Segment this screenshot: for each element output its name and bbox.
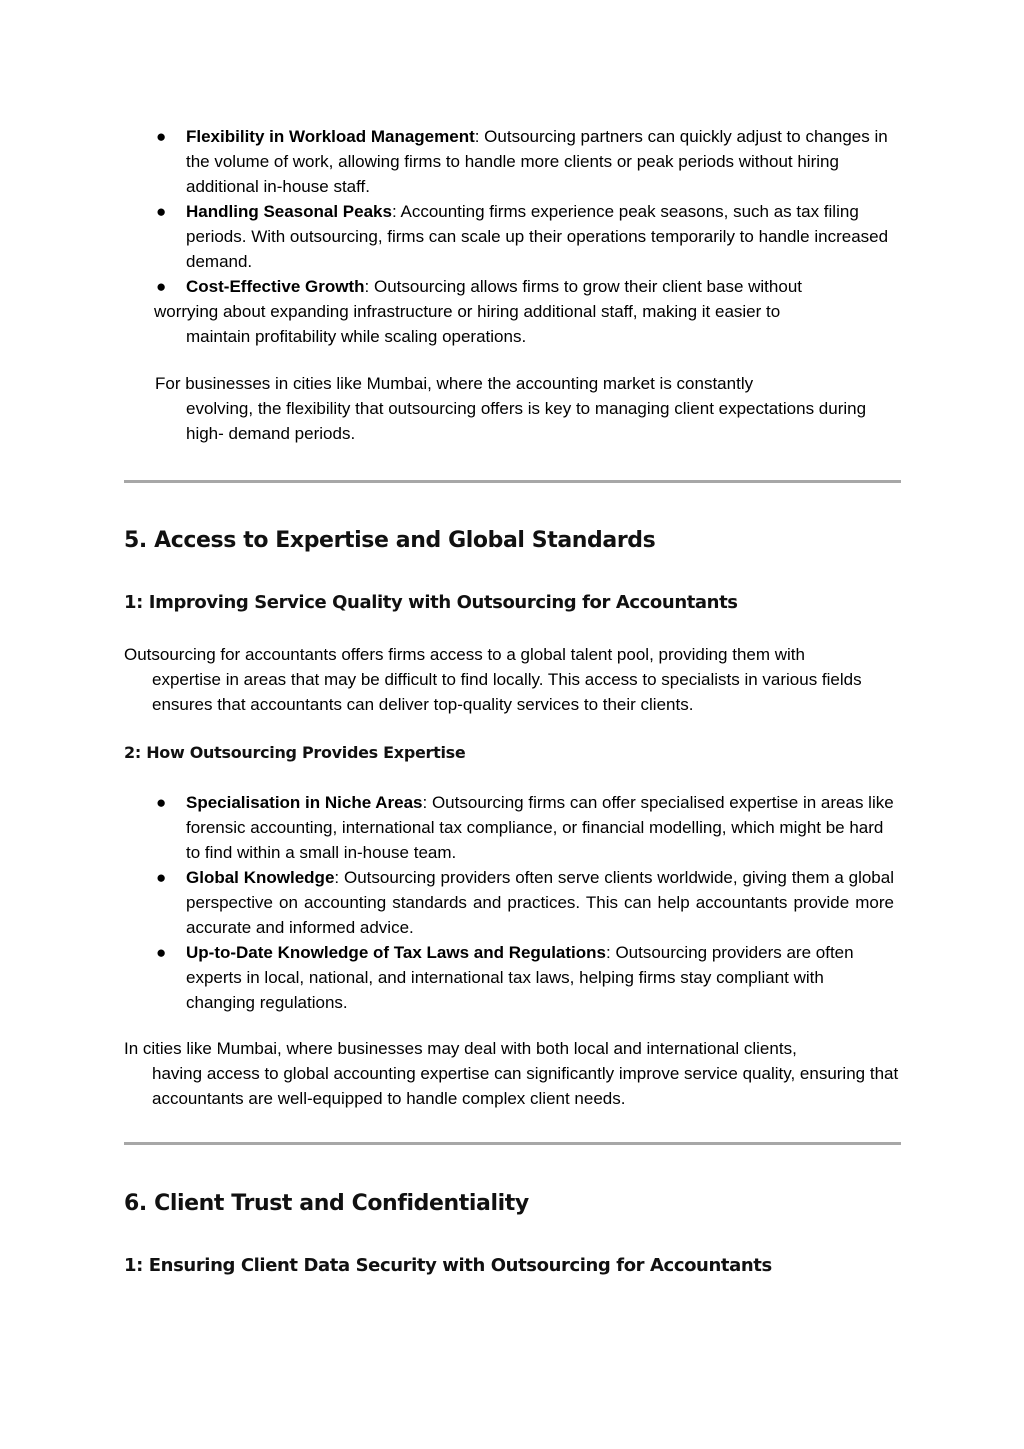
bullet-list-workload — [124, 124, 894, 349]
bullet-term: Specialisation in Niche Areas — [186, 793, 423, 812]
list-item — [124, 865, 894, 940]
bullet-icon: ● — [156, 868, 167, 887]
bullet-text: : Outsourcing providers are often experts in local, national, and international tax laws, helping firms stay compliant with changing regulations. — [186, 943, 854, 1012]
paragraph-first-line: Outsourcing for accountants offers firms access to a global talent pool, providing them with — [124, 645, 805, 664]
list-item — [124, 124, 894, 199]
paragraph-global-talent — [124, 642, 899, 717]
subsection-heading: 2: How Outsourcing Provides Expertise — [124, 743, 466, 762]
list-item — [124, 790, 894, 865]
paragraph-rest: having access to global accounting expertise can significantly improve service quality, ensuring that accountants are well-equipped to handle complex client needs. — [152, 1064, 899, 1108]
bullet-text: : Outsourcing firms can offer specialised expertise in areas like forensic accounting, international tax compliance, or financial modelling, which might be hard to find within a small in-house team. — [186, 793, 894, 862]
paragraph-rest: expertise in areas that may be difficult to find locally. This access to specialists in various fields ensures that accountants can deliver top-quality services to their clients. — [152, 670, 862, 714]
section-heading: 5. Access to Expertise and Global Standards — [124, 528, 656, 553]
bullet-text: : Accounting firms experience peak seasons, such as tax filing periods. With outsourcing, firms can scale up their operations temporarily to handle increased demand. — [186, 202, 889, 271]
bullet-term: Cost-Effective Growth — [186, 277, 365, 296]
bullet-term: Handling Seasonal Peaks — [186, 202, 392, 221]
paragraph-mumbai-expertise — [124, 1036, 899, 1111]
bullet-term: Up-to-Date Knowledge of Tax Laws and Regulations — [186, 943, 606, 962]
section-heading: 6. Client Trust and Confidentiality — [124, 1191, 529, 1216]
bullet-icon: ● — [156, 793, 167, 812]
paragraph-rest: evolving, the flexibility that outsourcing offers is key to managing client expectations during high- demand periods. — [186, 399, 867, 443]
bullet-icon: ● — [156, 943, 167, 962]
list-item — [124, 940, 894, 1015]
bullet-icon: ● — [156, 277, 167, 296]
bullet-text: : Outsourcing allows firms to grow their client base without — [364, 277, 802, 296]
divider — [124, 1142, 901, 1145]
subsection-heading: 1: Improving Service Quality with Outsourcing for Accountants — [124, 592, 738, 613]
paragraph-first-line: In cities like Mumbai, where businesses may deal with both local and international clients, — [124, 1039, 797, 1058]
list-item — [124, 274, 894, 349]
list-item — [124, 199, 894, 274]
paragraph-mumbai-flexibility — [155, 371, 900, 446]
bullet-text: : Outsourcing partners can quickly adjust to changes in the volume of work, allowing firms to handle more clients or peak periods without hiring additional in-house staff. — [186, 127, 888, 196]
bullet-text-continued: maintain profitability while scaling operations. — [186, 327, 527, 346]
bullet-icon: ● — [156, 202, 167, 221]
bullet-term: Global Knowledge — [186, 868, 335, 887]
bullet-icon: ● — [156, 127, 167, 146]
subsection-heading: 1: Ensuring Client Data Security with Outsourcing for Accountants — [124, 1255, 772, 1276]
divider — [124, 480, 901, 483]
bullet-text: : Outsourcing providers often serve clients worldwide, giving them a global perspective on accounting standards and practices. This can help accountants provide more accurate and informed advice. — [186, 868, 894, 937]
bullet-text-continued: worrying about expanding infrastructure or hiring additional staff, making it easier to — [154, 302, 781, 321]
bullet-term: Flexibility in Workload Management — [186, 127, 475, 146]
bullet-list-expertise — [124, 790, 894, 1015]
paragraph-first-line: For businesses in cities like Mumbai, where the accounting market is constantly — [155, 374, 754, 393]
